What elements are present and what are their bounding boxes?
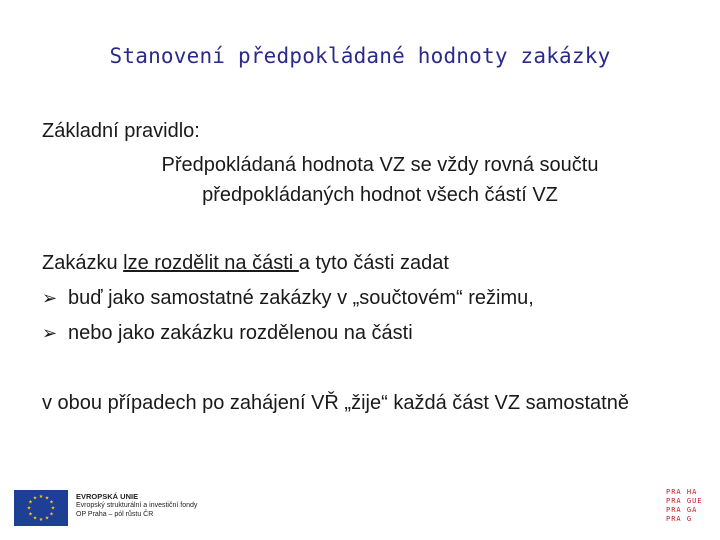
closing-statement: v obou případech po zahájení VŘ „žije“ každá část VZ samostatně bbox=[42, 392, 629, 414]
svg-text:★: ★ bbox=[32, 515, 38, 522]
bullet-item bbox=[42, 320, 413, 346]
eu-fund-line: Evropský strukturální a investiční fondy bbox=[76, 502, 198, 509]
slide-title: Stanovení předpokládané hodnoty zakázky bbox=[109, 44, 611, 68]
division-intro bbox=[42, 250, 449, 276]
svg-text:★: ★ bbox=[32, 495, 38, 502]
svg-text:★: ★ bbox=[50, 505, 56, 512]
eu-name: EVROPSKÁ UNIE bbox=[76, 492, 139, 501]
eu-logo-text bbox=[76, 492, 197, 519]
bullet-item bbox=[42, 285, 534, 311]
praha-logo-line: PRA GUE bbox=[666, 497, 703, 505]
rule-line-2: předpokládaných hodnot všech částí VZ bbox=[202, 184, 558, 206]
svg-text:★: ★ bbox=[26, 505, 32, 512]
rule-statement bbox=[60, 150, 700, 210]
eu-flag-icon bbox=[14, 490, 68, 526]
eu-stars-icon bbox=[14, 490, 68, 526]
svg-text:★: ★ bbox=[28, 511, 33, 518]
division-prefix: Zakázku bbox=[42, 252, 124, 274]
rule-line-1: Předpokládaná hodnota VZ se vždy rovná součtu bbox=[161, 154, 599, 176]
praha-logo-line: PRA HA bbox=[666, 488, 698, 496]
bullet-text: buď jako samostatné zakázky v „součtovém“ režimu, bbox=[68, 287, 534, 309]
svg-text:★: ★ bbox=[44, 495, 50, 502]
praha-logo bbox=[666, 488, 706, 524]
arrow-bullet-icon: ➢ bbox=[42, 323, 58, 343]
arrow-bullet-icon: ➢ bbox=[42, 288, 58, 308]
division-suffix: a tyto části zadat bbox=[298, 252, 449, 274]
rule-label: Základní pravidlo: bbox=[42, 120, 200, 142]
svg-text:★: ★ bbox=[38, 494, 44, 500]
eu-program-line: OP Praha – pól růstu ČR bbox=[76, 511, 154, 518]
svg-text:★: ★ bbox=[38, 517, 44, 523]
praha-logo-line: PRA GA bbox=[666, 506, 698, 514]
svg-text:★: ★ bbox=[28, 499, 33, 506]
division-underlined: lze rozdělit na části bbox=[123, 252, 299, 274]
bullet-text: nebo jako zakázku rozdělenou na části bbox=[68, 322, 413, 344]
svg-text:★: ★ bbox=[49, 511, 54, 518]
praha-logo-line: PRA G bbox=[666, 515, 693, 523]
svg-text:★: ★ bbox=[49, 499, 54, 506]
svg-text:★: ★ bbox=[44, 515, 50, 522]
